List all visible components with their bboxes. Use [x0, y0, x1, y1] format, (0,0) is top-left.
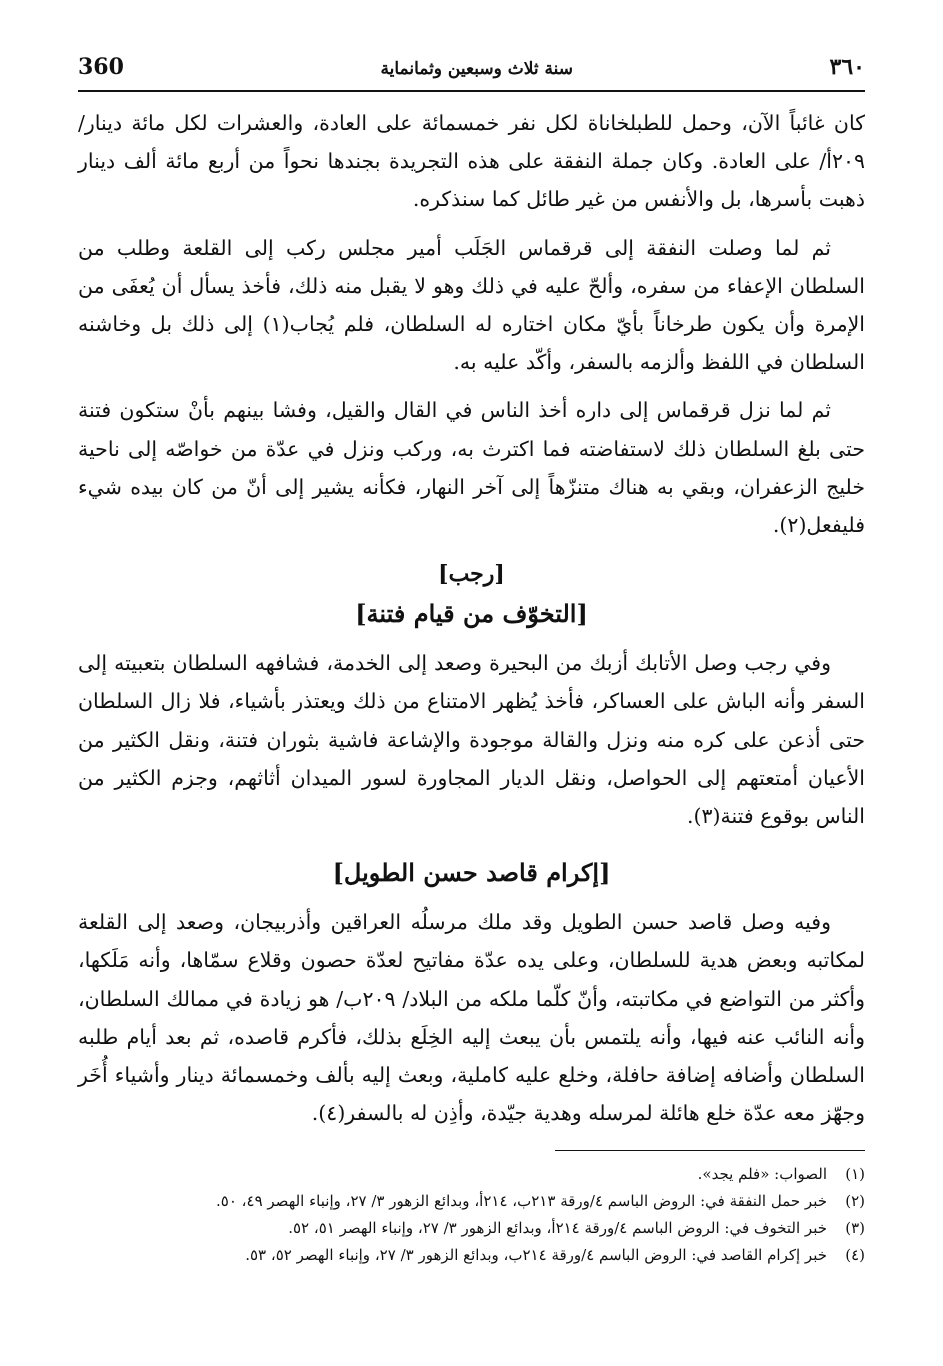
footnote-number: (١) [845, 1165, 865, 1184]
footnote-text: الصواب: «فلم يجد». [697, 1165, 827, 1184]
footnote [78, 1188, 865, 1215]
footnote-rule [555, 1150, 865, 1151]
main-text-bottom [78, 903, 865, 1132]
page-header [78, 52, 865, 84]
main-text-mid [78, 644, 865, 835]
footnote-text: خبر التخوف في: الروض الباسم ٤/ورقة ٢١٤أ، وبدائع الزهور ٣/ ٢٧، وإنباء الهصر ٥١، ٥٢. [288, 1219, 827, 1238]
footnotes [78, 1161, 865, 1269]
footnote-number: (٤) [845, 1246, 865, 1265]
month-label: [رجب] [438, 561, 505, 588]
footnote [78, 1161, 865, 1188]
section-heading: [إكرام قاصد حسن الطويل] [332, 858, 611, 888]
footnote-text: خبر حمل النفقة في: الروض الباسم ٤/ورقة ٢١٣ب، ٢١٤أ، وبدائع الزهور ٣/ ٢٧، وإنباء الهصر ٤٩، ٥٠. [216, 1192, 827, 1211]
paragraph: كان غائباً الآن، وحمل للطبلخاناة لكل نفر خمسمائة على العادة، والعشرات لكل مائة دينار/ ٢٠٩أ/ على العادة. وكان جملة النفقة على هذه التجريدة بجندها نحواً من أربع مائة ألف دينار ذهبت بأسرها، بل والأنفس من غير طائل كما سنذكره. [78, 111, 865, 212]
footnote [78, 1242, 865, 1269]
page-number-arabic: ٣٦٠ [829, 54, 865, 80]
footnote-text: خبر إكرام القاصد في: الروض الباسم ٤/ورقة ٢١٤ب، وبدائع الزهور ٣/ ٢٧، وإنباء الهصر ٥٢، ٥٣. [245, 1246, 827, 1265]
paragraph: ثم لما نزل قرقماس إلى داره أخذ الناس في القال والقيل، وفشا بينهم بأنْ ستكون فتنة حتى بلغ السلطان ذلك لاستفاضته فما اكترث به، وركب ونزل في عدّة من خواصّه إلى ناحية خليج الزعفران، وبقي به هناك متنزّهاً إلى آخر النهار، فكأنه يشير إلى أنّ من كان بيده شيء فليفعل(٢). [78, 398, 865, 538]
page-number-latin: 360 [78, 54, 124, 80]
footnote [78, 1215, 865, 1242]
paragraph: ثم لما وصلت النفقة إلى قرقماس الجَلَب أمير مجلس ركب إلى القلعة وطلب من السلطان الإعفاء من سفره، وألحّ عليه في ذلك وهو لا يقبل منه ذلك، فأخذ يسأل أن يُعفَى من الإمرة وأن يكون طرخاناً بأيّ مكان اختاره له السلطان، فلم يُجاب(١) إلى ذلك بل وخاشنه السلطان في اللفظ وألزمه بالسفر، وأكّد عليه به. [78, 235, 866, 375]
section-heading: [التخوّف من قيام فتنة] [355, 599, 588, 629]
main-text-top [78, 104, 865, 544]
running-title: سنة ثلاث وسبعين وثمانماية [380, 59, 573, 79]
paragraph: وفي رجب وصل الأتابك أزبك من البحيرة وصعد إلى الخدمة، فشافهه السلطان بتعبيته إلى السفر وأنه الباش على العساكر، فأخذ يُظهر الامتناع من ذلك ويعتذر بأشياء، فلا زال السلطان حتى أذعن على كره منه ونزل والقالة موجودة والإشاعة فاشية بثوران فتنة، ونقل الكثير من الأعيان أمتعتهم إلى الحواصل، ونقل الديار المجاورة لسور الميدان أثاثهم، وجزم الكثير من الناس بوقوع فتنة(٣). [78, 651, 865, 829]
header-rule [78, 90, 865, 92]
paragraph: وفيه وصل قاصد حسن الطويل وقد ملك مرسلُه العراقين وأذربيجان، وصعد إلى القلعة لمكاتبه وبعض هدية للسلطان، وعلى يده عدّة مفاتيح لعدّة حصون وقلاع سمّاها، وأنه مَلَكها، وأكثر من التواضع في مكاتبته، وأنّ كلّما ملكه من البلاد/ ٢٠٩ب/ هو زيادة في ممالك السلطان، وأنه النائب عنه فيها، وأنه يلتمس بأن يبعث إليه الخِلَع بذلك، فأكرم قاصده، ثم بعد أيام طلبه السلطان وأضافه إضافة حافلة، وخلع عليه كاملية، وبعث إليه بألف وخمسمائة دينار وأشياء أُخَر وجهّز معه عدّة خلع هائلة لمرسله وهدية جيّدة، وأذِن له بالسفر(٤). [78, 910, 865, 1126]
footnote-number: (٢) [845, 1192, 865, 1211]
footnote-number: (٣) [845, 1219, 865, 1238]
